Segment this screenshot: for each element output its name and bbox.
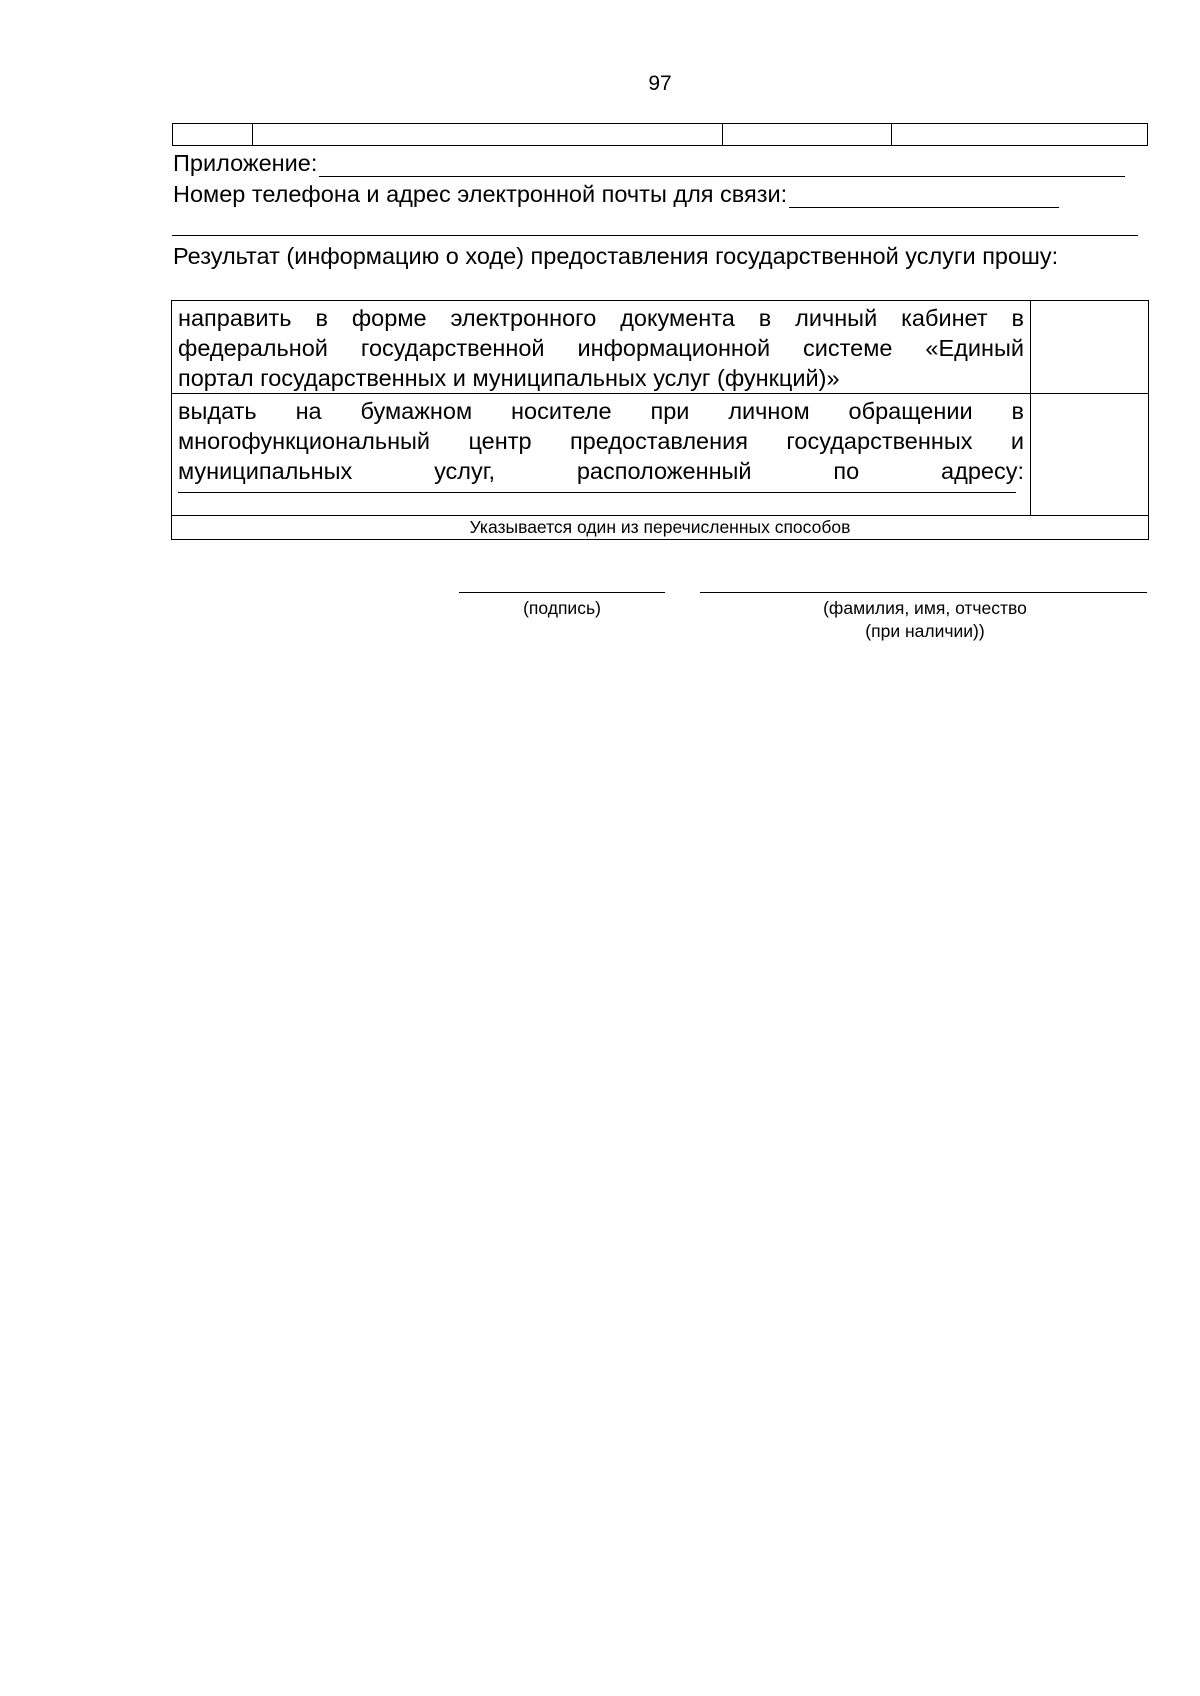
method-text-line: многофункциональный центр предоставления государственных и	[178, 428, 1024, 454]
table-cell	[253, 124, 723, 146]
address-field[interactable]	[178, 492, 1016, 493]
full-name-caption	[750, 597, 1100, 643]
full-name-caption-line: (фамилия, имя, отчество	[823, 598, 1027, 618]
method-row-paper	[172, 394, 1149, 516]
method-checkbox-paper[interactable]	[1031, 394, 1149, 516]
method-description	[172, 394, 1031, 516]
attachment-field[interactable]	[319, 154, 1125, 177]
method-text-line: муниципальных услуг, расположенный по адресу:	[178, 458, 1024, 484]
table-cell	[173, 124, 253, 146]
contact-field[interactable]	[789, 185, 1059, 208]
table-cell	[723, 124, 892, 146]
method-text-line: направить в форме электронного документа в личный кабинет в	[178, 305, 1024, 331]
table-cell	[892, 124, 1148, 146]
result-request-text: Результат (информацию о ходе) предоставления государственной услуги прошу:	[173, 243, 1059, 269]
method-description	[172, 301, 1031, 394]
method-text-line: выдать на бумажном носителе при личном обращении в	[178, 398, 1024, 424]
method-note: Указывается один из перечисленных способов	[172, 516, 1149, 540]
attachment-row	[173, 150, 1125, 177]
signature-field[interactable]	[459, 592, 665, 593]
attachment-label: Приложение:	[173, 150, 318, 176]
full-name-field[interactable]	[700, 592, 1147, 593]
signature-caption: (подпись)	[523, 598, 601, 618]
delivery-method-table	[171, 300, 1149, 540]
method-row-electronic	[172, 301, 1149, 394]
method-text-line: портал государственных и муниципальных услуг (функций)»	[178, 365, 840, 391]
contact-row	[173, 181, 1059, 208]
contact-field-continuation[interactable]	[172, 235, 1138, 236]
header-table-row	[172, 123, 1148, 146]
method-checkbox-electronic[interactable]	[1031, 301, 1149, 394]
page-number: 97	[648, 72, 672, 95]
full-name-caption-line: (при наличии))	[865, 621, 985, 641]
contact-label: Номер телефона и адрес электронной почты для связи:	[173, 181, 788, 207]
method-text-line: федеральной государственной информационной системе «Единый	[178, 335, 1024, 361]
